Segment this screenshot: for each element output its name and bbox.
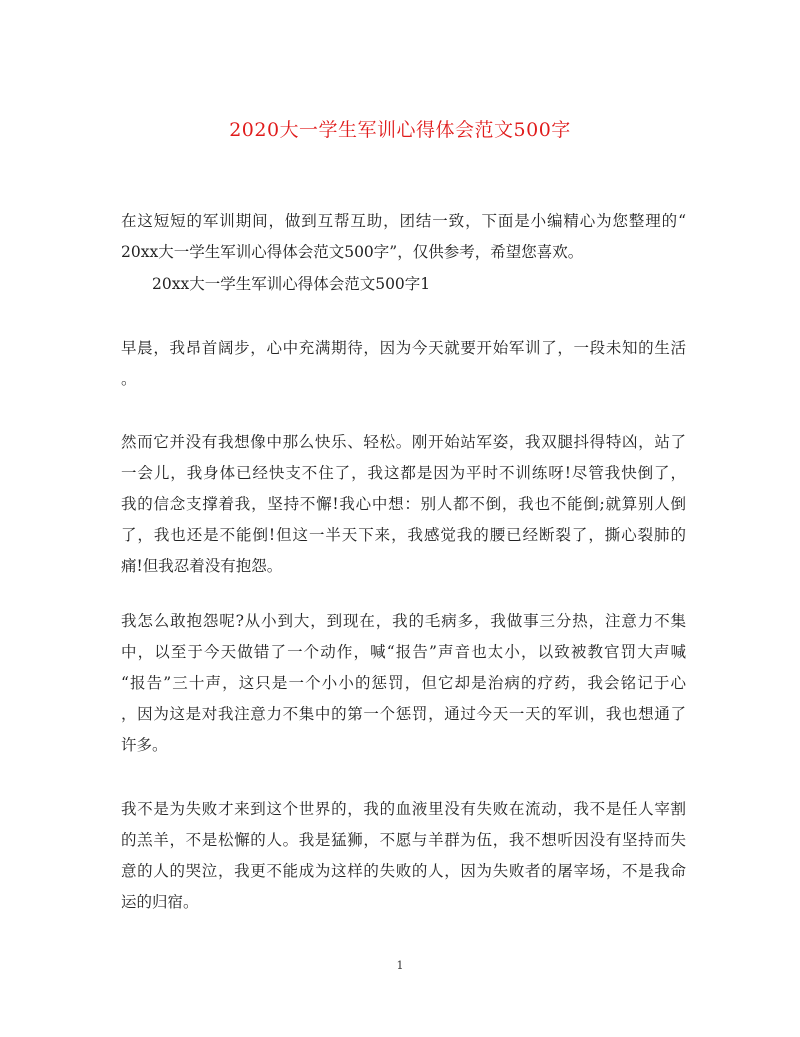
- para4-line-4: 运的归宿。: [121, 893, 199, 911]
- para3-line-1: 我怎么敢抱怨呢?从小到大，到现在，我的毛病多，我做事三分热，注意力不集: [121, 612, 686, 630]
- para3-line-4: ，因为这是对我注意力不集中的第一个惩罚，通过今天一天的军训，我也想通了: [121, 705, 686, 723]
- intro-line-1: 在这短短的军训期间，做到互帮互助，团结一致，下面是小编精心为您整理的“: [121, 212, 686, 230]
- para2-line-4: 了，我也还是不能倒!但这一半天下来，我感觉我的腰已经断裂了，撕心裂肺的: [121, 526, 686, 544]
- para4-line-1: 我不是为失败才来到这个世界的，我的血液里没有失败在流动，我不是任人宰割: [121, 800, 686, 818]
- para3-line-3: “报告”三十声，这只是一个小小的惩罚，但它却是治病的疗药，我会铭记于心: [121, 674, 686, 692]
- document-title: 2020大一学生军训心得体会范文500字: [229, 119, 571, 141]
- para1-line-1: 早晨，我昂首阔步，心中充满期待，因为今天就要开始军训了，一段未知的生活: [121, 339, 686, 357]
- para2-line-5: 痛!但我忍着没有抱怨。: [121, 557, 283, 575]
- para2-line-1: 然而它并没有我想像中那么快乐、轻松。刚开始站军姿，我双腿抖得特凶，站了: [121, 433, 686, 451]
- para4-line-2: 的羔羊，不是松懈的人。我是猛狮，不愿与羊群为伍，我不想听因没有坚持而失: [121, 831, 686, 849]
- subheading: 20xx大一学生军训心得体会范文500字1: [152, 275, 431, 293]
- para3-line-2: 中，以至于今天做错了一个动作，喊“报告”声音也太小，以致被教官罚大声喊: [121, 643, 686, 661]
- para1-line-2: 。: [121, 370, 137, 388]
- para2-line-3: 我的信念支撑着我，坚持不懈!我心中想：别人都不倒，我也不能倒;就算别人倒: [121, 495, 686, 513]
- page-number: 1: [396, 959, 404, 972]
- intro-line-2: 20xx大一学生军训心得体会范文500字”，仅供参考，希望您喜欢。: [121, 243, 584, 261]
- para4-line-3: 意的人的哭泣，我更不能成为这样的失败的人，因为失败者的屠宰场，不是我命: [121, 862, 686, 880]
- para3-line-5: 许多。: [121, 736, 168, 754]
- para2-line-2: 一会儿，我身体已经快支不住了，我这都是因为平时不训练呀!尽管我快倒了，: [121, 464, 686, 482]
